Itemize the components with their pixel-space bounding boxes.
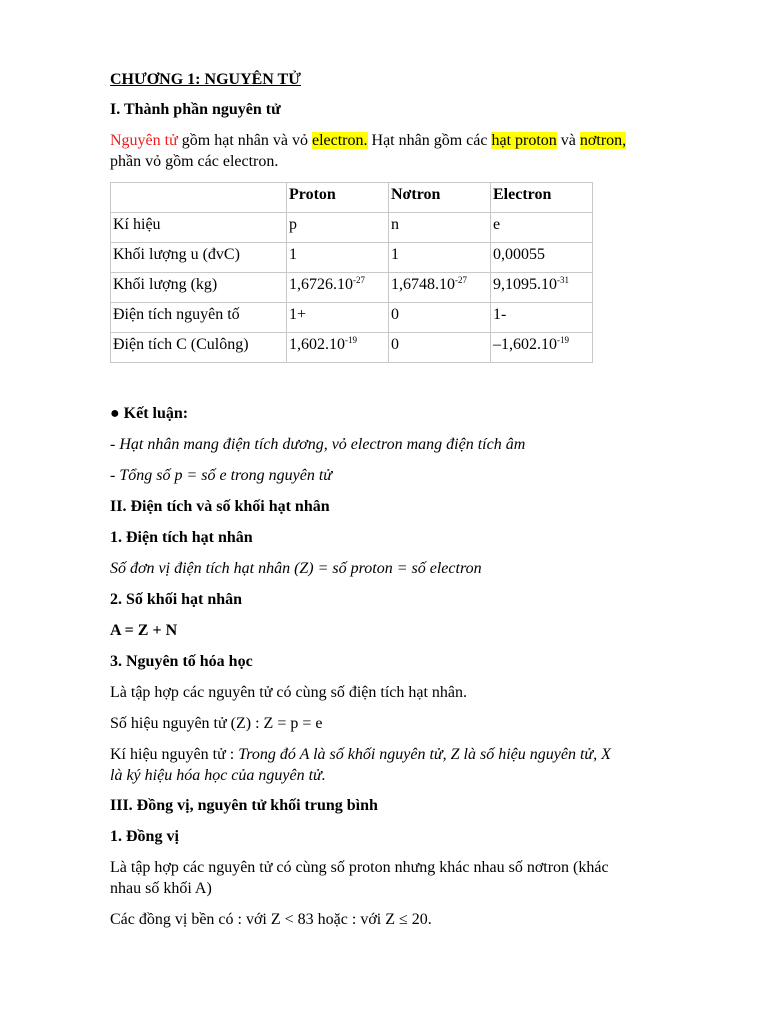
cell-notron: n — [389, 213, 491, 243]
cell-electron: 0,00055 — [491, 243, 593, 273]
exponent: -31 — [557, 275, 569, 285]
intro-paragraph-line-2: phần vỏ gồm các electron. — [110, 153, 279, 170]
subsection-mass-number-heading: 2. Số khối hạt nhân — [110, 591, 243, 608]
table-header-electron: Electron — [491, 183, 593, 213]
cell-electron — [491, 273, 593, 303]
section-2-heading: II. Điện tích và số khối hạt nhân — [110, 498, 330, 515]
atomic-symbol-line-1 — [110, 745, 611, 765]
highlight-notron: nơtron, — [579, 132, 627, 149]
row-label: Điện tích C (Culông) — [111, 333, 287, 363]
cell-notron: 0 — [389, 303, 491, 333]
exponent: -19 — [345, 335, 357, 345]
mass-number-formula: A = Z + N — [110, 622, 178, 639]
intro-text-2: Hạt nhân gồm các — [367, 132, 492, 149]
table-row — [111, 333, 593, 363]
exponent: -19 — [557, 335, 569, 345]
mantissa: 1,602.10 — [289, 336, 345, 353]
cell-notron: 1 — [389, 243, 491, 273]
highlight-proton: hạt proton — [491, 132, 557, 149]
chapter-title: CHƯƠNG 1: NGUYÊN TỬ — [110, 71, 301, 88]
row-label: Điện tích nguyên tố — [111, 303, 287, 333]
atomic-symbol-line-2: là ký hiệu hóa học của nguyên tử. — [110, 767, 326, 784]
atomic-number-formula: Số hiệu nguyên tử (Z) : Z = p = e — [110, 715, 323, 732]
atomic-symbol-label: Kí hiệu nguyên tử : — [110, 746, 239, 763]
exponent: -27 — [455, 275, 467, 285]
cell-electron — [491, 333, 593, 363]
table-header-row — [111, 183, 593, 213]
subsection-nuclear-charge-heading: 1. Điện tích hạt nhân — [110, 529, 253, 546]
subsection-isotope-heading: 1. Đồng vị — [110, 828, 179, 845]
row-label: Kí hiệu — [111, 213, 287, 243]
table-header-notron: Nơtron — [389, 183, 491, 213]
element-definition: Là tập hợp các nguyên tử có cùng số điện tích hạt nhân. — [110, 684, 468, 701]
table-row — [111, 273, 593, 303]
atomic-symbol-description: Trong đó A là số khối nguyên tử, Z là số hiệu nguyên tử, X — [238, 746, 611, 763]
cell-proton — [287, 273, 389, 303]
intro-text-1: gồm hạt nhân và vỏ — [177, 132, 312, 149]
stable-isotopes-condition: Các đồng vị bền có : với Z < 83 hoặc : với Z ≤ 20. — [110, 911, 432, 928]
conclusion-heading: ● Kết luận: — [110, 405, 189, 422]
term-nguyen-tu: Nguyên tử — [110, 132, 178, 149]
table-header-proton: Proton — [287, 183, 389, 213]
cell-electron: 1- — [491, 303, 593, 333]
mantissa: 1,6748.10 — [391, 276, 455, 293]
highlight-electron: electron. — [311, 132, 368, 149]
isotope-definition-line-2: nhau số khối A) — [110, 880, 212, 897]
mantissa: 1,6726.10 — [289, 276, 353, 293]
table-row — [111, 303, 593, 333]
exponent: -27 — [353, 275, 365, 285]
cell-proton: 1 — [287, 243, 389, 273]
mantissa: –1,602.10 — [493, 336, 557, 353]
cell-electron: e — [491, 213, 593, 243]
isotope-definition-line-1: Là tập hợp các nguyên tử có cùng số proton nhưng khác nhau số nơtron (khác — [110, 859, 609, 876]
row-label: Khối lượng (kg) — [111, 273, 287, 303]
section-3-heading: III. Đồng vị, nguyên tử khối trung bình — [110, 797, 378, 814]
intro-text-3: và — [556, 132, 580, 149]
cell-proton — [287, 333, 389, 363]
subsection-element-heading: 3. Nguyên tố hóa học — [110, 653, 253, 670]
cell-proton: 1+ — [287, 303, 389, 333]
table-row — [111, 243, 593, 273]
nuclear-charge-definition: Số đơn vị điện tích hạt nhân (Z) = số proton = số electron — [110, 560, 482, 577]
particle-properties-table — [110, 182, 593, 363]
mantissa: 9,1095.10 — [493, 276, 557, 293]
row-label: Khối lượng u (đvC) — [111, 243, 287, 273]
section-1-heading: I. Thành phần nguyên tử — [110, 101, 281, 118]
intro-paragraph-line-1 — [110, 131, 626, 151]
conclusion-item-2: - Tổng số p = số e trong nguyên tử — [110, 467, 333, 484]
cell-notron — [389, 273, 491, 303]
conclusion-item-1: - Hạt nhân mang điện tích dương, vỏ electron mang điện tích âm — [110, 436, 526, 453]
table-row — [111, 213, 593, 243]
cell-notron: 0 — [389, 333, 491, 363]
table-header-cell — [111, 183, 287, 213]
cell-proton: p — [287, 213, 389, 243]
